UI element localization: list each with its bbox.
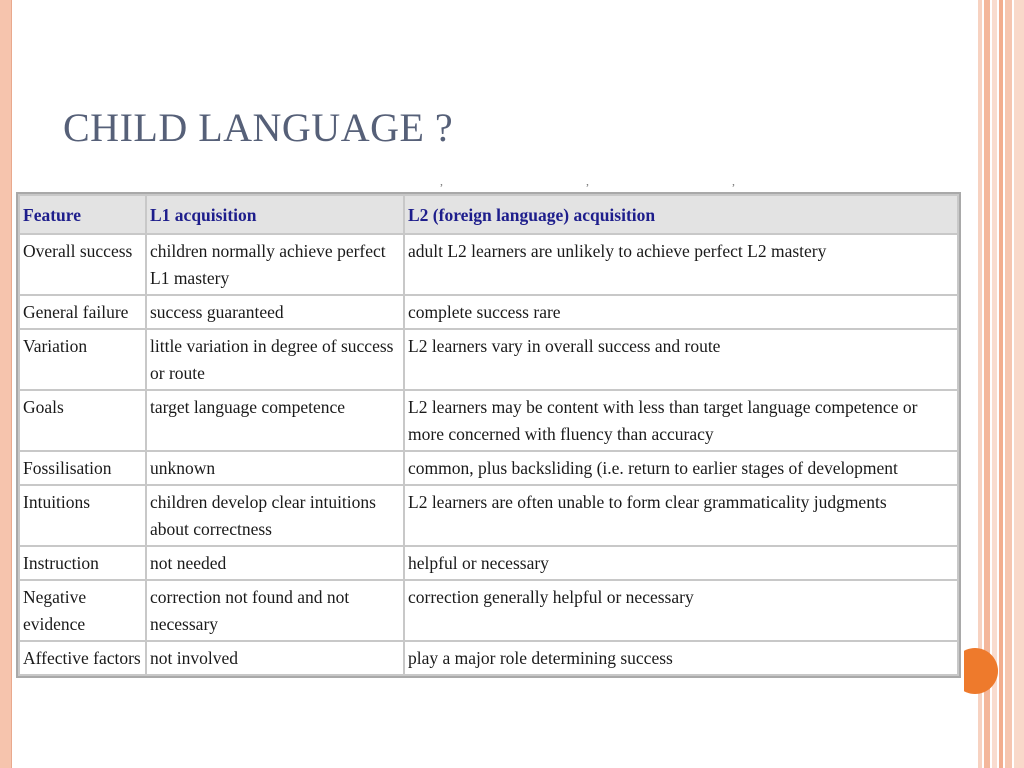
header-l1-acquisition: L1 acquisition (146, 195, 404, 234)
cell-feature: Intuitions (19, 485, 146, 546)
cell-feature: Affective factors (19, 641, 146, 675)
comparison-table-frame (16, 192, 961, 678)
cell-feature: Overall success (19, 234, 146, 295)
cell-l1: correction not found and not necessary (146, 580, 404, 641)
table-header-row (19, 195, 958, 234)
cell-l1: children normally achieve perfect L1 mastery (146, 234, 404, 295)
cell-l2: adult L2 learners are unlikely to achieve perfect L2 mastery (404, 234, 958, 295)
cell-l1: children develop clear intuitions about correctness (146, 485, 404, 546)
table-row (19, 234, 958, 295)
cell-feature: General failure (19, 295, 146, 329)
table-row (19, 329, 958, 390)
cell-l2: complete success rare (404, 295, 958, 329)
table-row (19, 295, 958, 329)
cell-l1: little variation in degree of success or route (146, 329, 404, 390)
cell-feature: Instruction (19, 546, 146, 580)
cell-l1: unknown (146, 451, 404, 485)
right-decorative-stripe (992, 0, 997, 768)
cell-l2: play a major role determining success (404, 641, 958, 675)
cell-l1: success guaranteed (146, 295, 404, 329)
cell-l2: helpful or necessary (404, 546, 958, 580)
table-row (19, 546, 958, 580)
right-decorative-stripe (999, 0, 1003, 768)
comparison-table (18, 194, 959, 676)
cropped-text-remnant: , , , (440, 174, 805, 188)
slide-title: CHILD LANGUAGE ? (63, 105, 454, 150)
header-feature: Feature (19, 195, 146, 234)
right-decorative-stripe (1005, 0, 1012, 768)
cell-l2: correction generally helpful or necessary (404, 580, 958, 641)
table-row (19, 485, 958, 546)
cell-l2: L2 learners are often unable to form clear grammaticality judgments (404, 485, 958, 546)
cell-feature: Fossilisation (19, 451, 146, 485)
cell-l2: common, plus backsliding (i.e. return to earlier stages of development (404, 451, 958, 485)
cell-l1: not involved (146, 641, 404, 675)
table-row (19, 390, 958, 451)
header-l2-acquisition: L2 (foreign language) acquisition (404, 195, 958, 234)
table-row (19, 580, 958, 641)
right-decorative-stripe (1014, 0, 1024, 768)
left-decorative-stripe (0, 0, 12, 768)
table-row (19, 641, 958, 675)
cell-l2: L2 learners may be content with less than target language competence or more concerned with fluency than accuracy (404, 390, 958, 451)
cell-l1: not needed (146, 546, 404, 580)
cell-feature: Variation (19, 329, 146, 390)
cell-l1: target language competence (146, 390, 404, 451)
cell-feature: Negative evidence (19, 580, 146, 641)
cell-l2: L2 learners vary in overall success and route (404, 329, 958, 390)
table-row (19, 451, 958, 485)
cell-feature: Goals (19, 390, 146, 451)
